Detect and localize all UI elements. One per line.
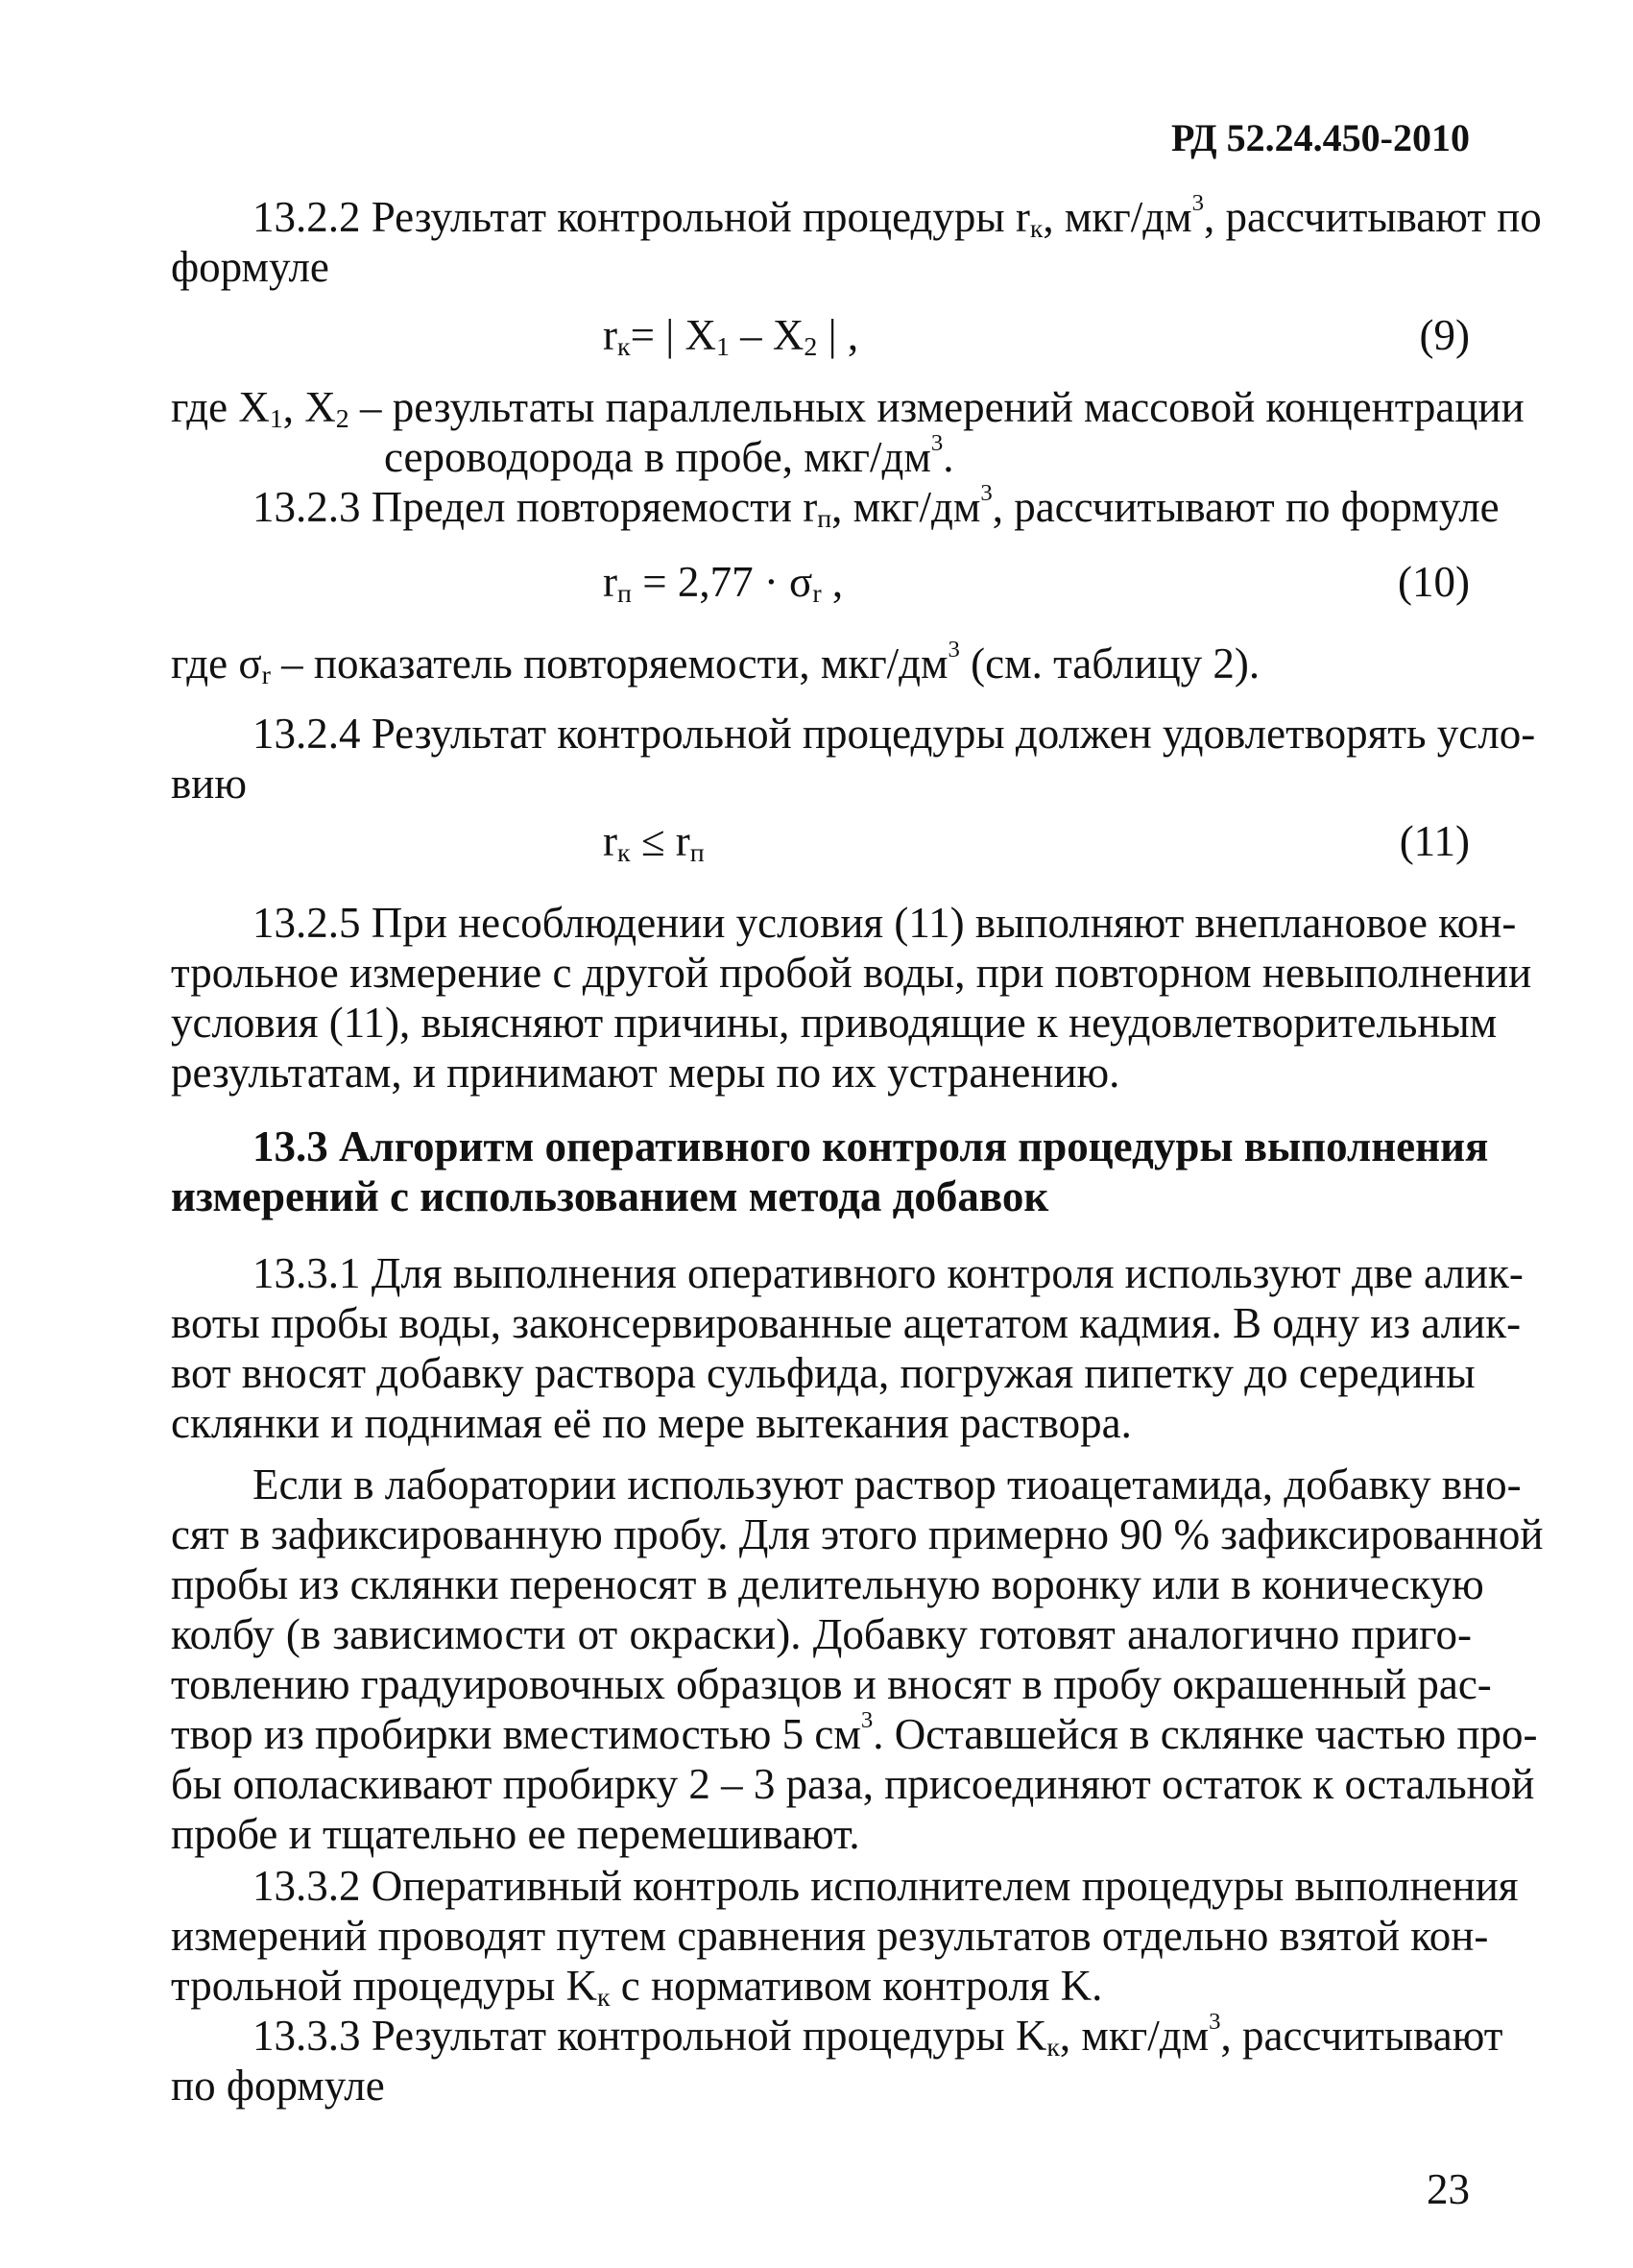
paragraph-13-3-1-line-4: склянки и поднимая её по мере вытекания раствора.: [171, 1399, 1132, 1447]
paragraph-thioacetamide-line-4: колбу (в зависимости от окраски). Добавку готовят аналогично приго-: [171, 1610, 1472, 1658]
paragraph-thioacetamide-line-7: бы ополаскивают пробирку 2 – 3 раза, присоединяют остаток к остальной: [171, 1760, 1535, 1808]
formula-11-number: (11): [1399, 817, 1470, 865]
formula-9: $r_к=$ | $X_1 - X_2$ | ,: [603, 311, 859, 363]
paragraph-13-3-1-line-2: воты пробы воды, законсервированные ацетатом кадмия. В одну из алик-: [171, 1299, 1522, 1347]
paragraph-13-3-3-line-2: по формуле: [171, 2062, 385, 2110]
formula-10: $r_п = 2,77 \cdot \sigma_r$ ,: [603, 558, 844, 610]
paragraph-13-2-5-line-3: условия (11), выясняют причины, приводящие к неудовлетворительным: [171, 999, 1498, 1047]
paragraph-13-3-3-line-1: 13.3.3 Результат контрольной процедуры $K_к$, мкг/$дм^3$ , рассчитывают: [252, 2008, 1503, 2063]
paragraph-13-3-2-line-3: трольной процедуры $K_к$ с нормативом контроля K.: [171, 1962, 1103, 2014]
paragraph-thioacetamide-line-3: пробы из склянки переносят в делительную воронку или в коническую: [171, 1560, 1484, 1608]
paragraph-13-2-4-line-1: 13.2.4 Результат контрольной процедуры должен удовлетворять усло-: [252, 710, 1536, 758]
paragraph-13-2-2-line-1: 13.2.2 Результат контрольной процедуры $r_к$, мкг/$дм^3$, рассчитывают по: [252, 189, 1542, 245]
paragraph-13-3-2-line-1: 13.3.2 Оперативный контроль исполнителем процедуры выполнения: [252, 1862, 1519, 1910]
paragraph-13-2-4-line-2: вию: [171, 760, 247, 808]
paragraph-13-3-1-line-3: вот вносят добавку раствора сульфида, погружая пипетку до середины: [171, 1349, 1476, 1397]
formula-11: $r_к \le r_п$: [603, 817, 705, 869]
paragraph-13-2-2-line-2: формуле: [171, 243, 329, 291]
paragraph-13-2-5-line-4: результатам, и принимают меры по их устранению.: [171, 1049, 1120, 1097]
paragraph-thioacetamide-line-1: Если в лаборатории используют раствор тиоацетамида, добавку вно-: [252, 1460, 1522, 1508]
paragraph-thioacetamide-line-8: пробе и тщательно ее перемешивают.: [171, 1810, 860, 1858]
paragraph-13-2-5-line-2: трольное измерение с другой пробой воды, при повторном невыполнении: [171, 949, 1532, 997]
definition-x1-x2-line-1: где $X_1$, $X_2$ – результаты параллельных измерений массовой концентрации: [171, 383, 1525, 435]
section-heading-13-3-line-1: 13.3 Алгоритм оперативного контроля процедуры выполнения: [252, 1122, 1489, 1170]
page-number: 23: [1427, 2165, 1470, 2213]
definition-sigma-r: где $\sigma_r$ – показатель повторяемости, мкг/$дм^3$ (см. таблицу 2).: [171, 636, 1261, 691]
paragraph-13-2-5-line-1: 13.2.5 При несоблюдении условия (11) выполняют внеплановое кон-: [252, 899, 1517, 947]
document-code-header: РД 52.24.450-2010: [1171, 116, 1470, 159]
paragraph-thioacetamide-line-6: твор из пробирки вместимостью 5 $см^3$ . Оставшейся в склянке частью про-: [171, 1706, 1538, 1758]
formula-10-number: (10): [1398, 558, 1470, 606]
section-heading-13-3-line-2: измерений с использованием метода добавок: [171, 1172, 1049, 1220]
paragraph-thioacetamide-line-5: товлению градуировочных образцов и вносят в пробу окрашенный рас-: [171, 1660, 1492, 1708]
definition-x1-x2-line-2: сероводорода в пробе, мкг/$дм^3$.: [384, 429, 954, 481]
paragraph-13-3-2-line-2: измерений проводят путем сравнения результатов отдельно взятой кон-: [171, 1912, 1489, 1960]
paragraph-thioacetamide-line-2: сят в зафиксированную пробу. Для этого примерно 90 % зафиксированной: [171, 1510, 1544, 1558]
paragraph-13-2-3: 13.2.3 Предел повторяемости $r_п$, мкг/$дм^3$, рассчитывают по формуле: [252, 479, 1500, 535]
formula-9-number: (9): [1419, 311, 1470, 359]
paragraph-13-3-1-line-1: 13.3.1 Для выполнения оперативного контроля используют две алик-: [252, 1249, 1524, 1297]
